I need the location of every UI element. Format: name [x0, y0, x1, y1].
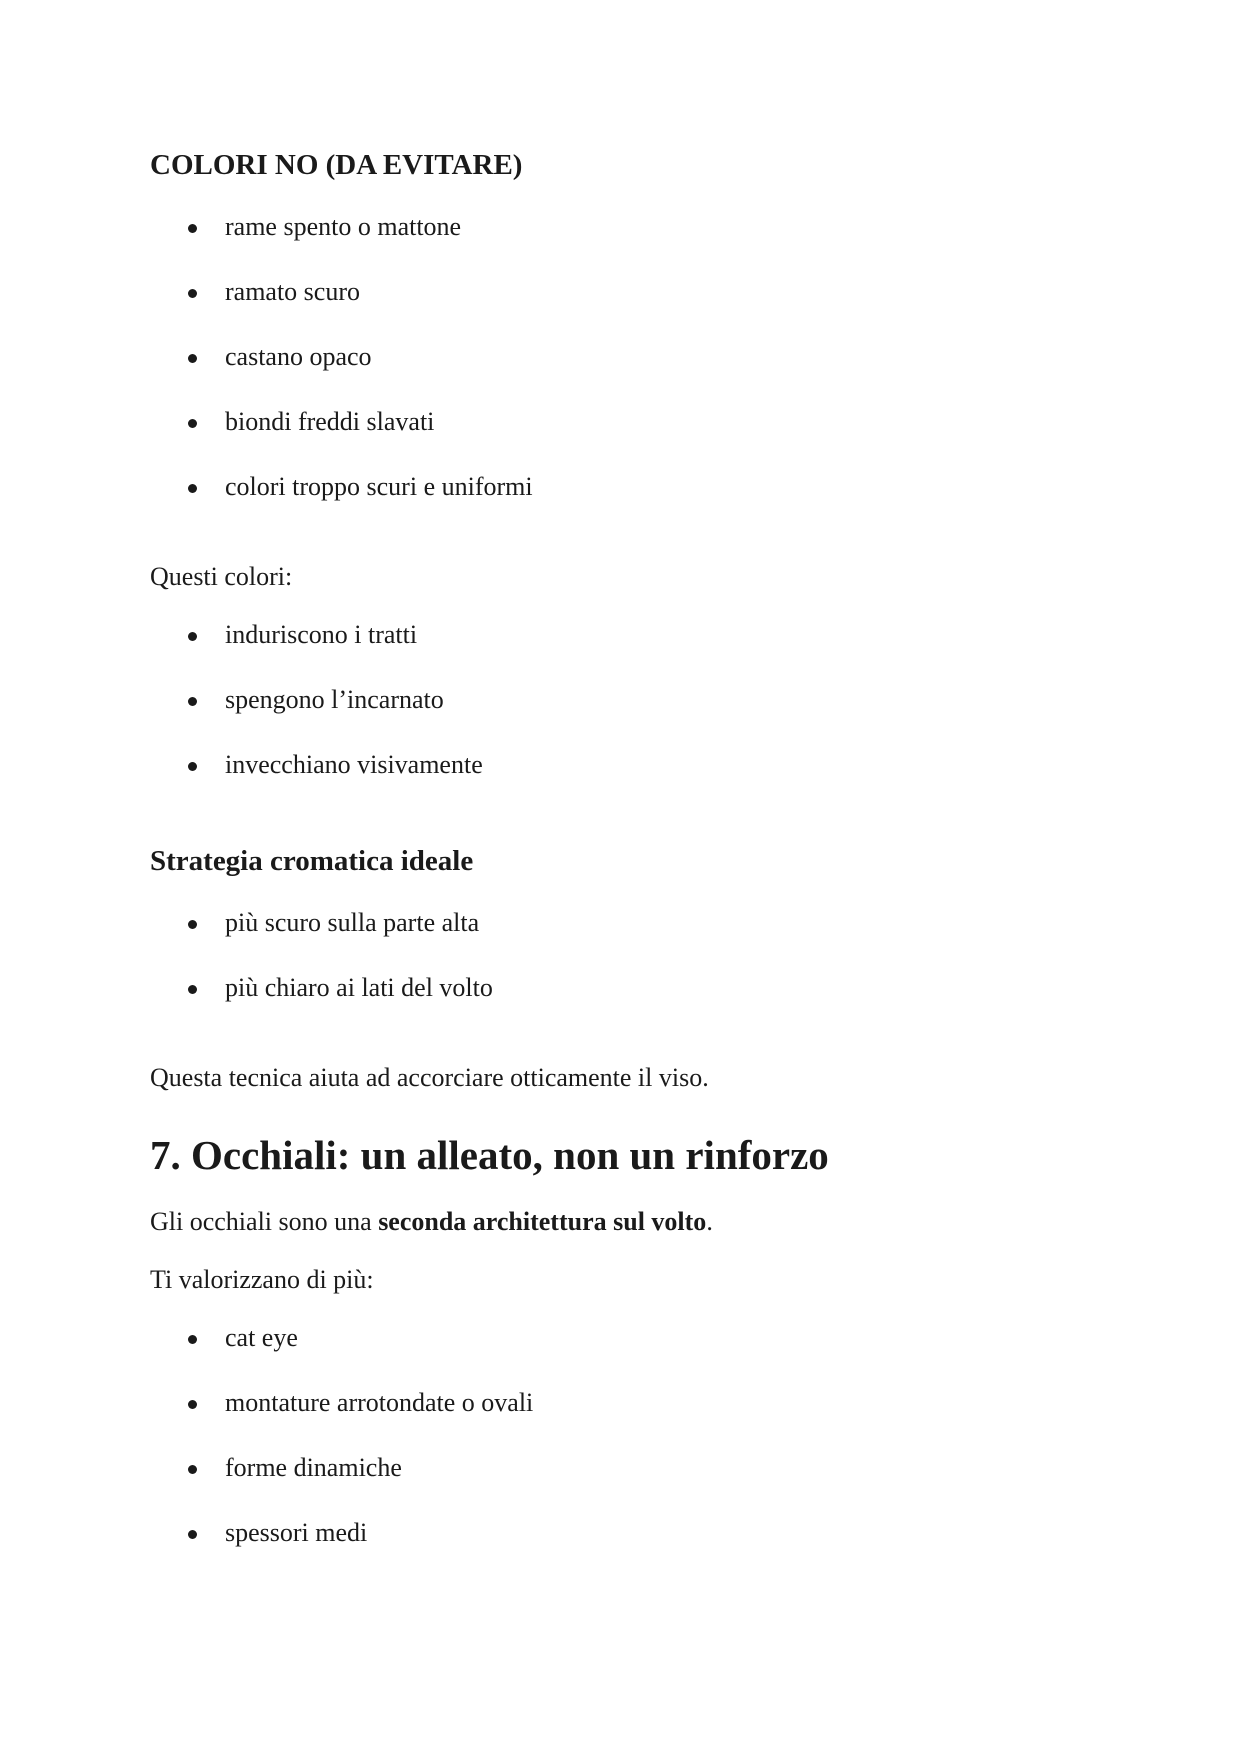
list-item — [188, 1387, 533, 1419]
effects-intro: Questi colori: — [150, 562, 293, 591]
list-item — [188, 276, 360, 308]
list-item — [188, 211, 461, 243]
bullet-icon — [188, 697, 197, 706]
section-heading-glasses: 7. Occhiali: un alleato, non un rinforzo — [150, 1132, 829, 1178]
glasses-sentence-bold: seconda architettura sul volto — [378, 1207, 707, 1236]
list-item — [188, 341, 372, 373]
list-item-text: colori troppo scuri e uniformi — [225, 472, 533, 501]
list-item-text: biondi freddi slavati — [225, 407, 435, 436]
list-item-text: cat eye — [225, 1323, 298, 1352]
list-item — [188, 1517, 367, 1549]
bullet-icon — [188, 632, 197, 641]
bullet-icon — [188, 985, 197, 994]
strategy-note: Questa tecnica aiuta ad accorciare otticamente il viso. — [150, 1063, 709, 1092]
list-item — [188, 619, 417, 651]
list-item-text: montature arrotondate o ovali — [225, 1388, 534, 1417]
glasses-sentence-end: . — [706, 1207, 713, 1236]
glasses-sentence — [150, 1206, 713, 1238]
list-item-text: castano opaco — [225, 342, 372, 371]
list-item-text: spengono l’incarnato — [225, 685, 444, 714]
bullet-icon — [188, 1400, 197, 1409]
bullet-icon — [188, 484, 197, 493]
list-item — [188, 749, 483, 781]
section-heading-colors-to-avoid: COLORI NO (DA EVITARE) — [150, 149, 523, 181]
bullet-icon — [188, 1465, 197, 1474]
list-item-text: spessori medi — [225, 1518, 368, 1547]
bullet-icon — [188, 1530, 197, 1539]
list-item-text: invecchiano visivamente — [225, 750, 483, 779]
list-item — [188, 406, 434, 438]
bullet-icon — [188, 1335, 197, 1344]
list-item — [188, 972, 493, 1004]
list-item-text: rame spento o mattone — [225, 212, 462, 241]
bullet-icon — [188, 354, 197, 363]
bullet-icon — [188, 224, 197, 233]
list-item-text: più scuro sulla parte alta — [225, 908, 480, 937]
section-heading-strategy: Strategia cromatica ideale — [150, 845, 474, 877]
bullet-icon — [188, 920, 197, 929]
list-item — [188, 907, 479, 939]
bullet-icon — [188, 289, 197, 298]
list-item-text: ramato scuro — [225, 277, 361, 306]
bullet-icon — [188, 419, 197, 428]
list-item — [188, 684, 444, 716]
list-item-text: induriscono i tratti — [225, 620, 418, 649]
list-item-text: forme dinamiche — [225, 1453, 402, 1482]
list-item — [188, 1452, 402, 1484]
bullet-icon — [188, 762, 197, 771]
list-item-text: più chiaro ai lati del volto — [225, 973, 493, 1002]
glasses-intro: Ti valorizzano di più: — [150, 1265, 374, 1294]
glasses-sentence-start: Gli occhiali sono una — [150, 1207, 379, 1236]
list-item — [188, 471, 533, 503]
list-item — [188, 1322, 298, 1354]
